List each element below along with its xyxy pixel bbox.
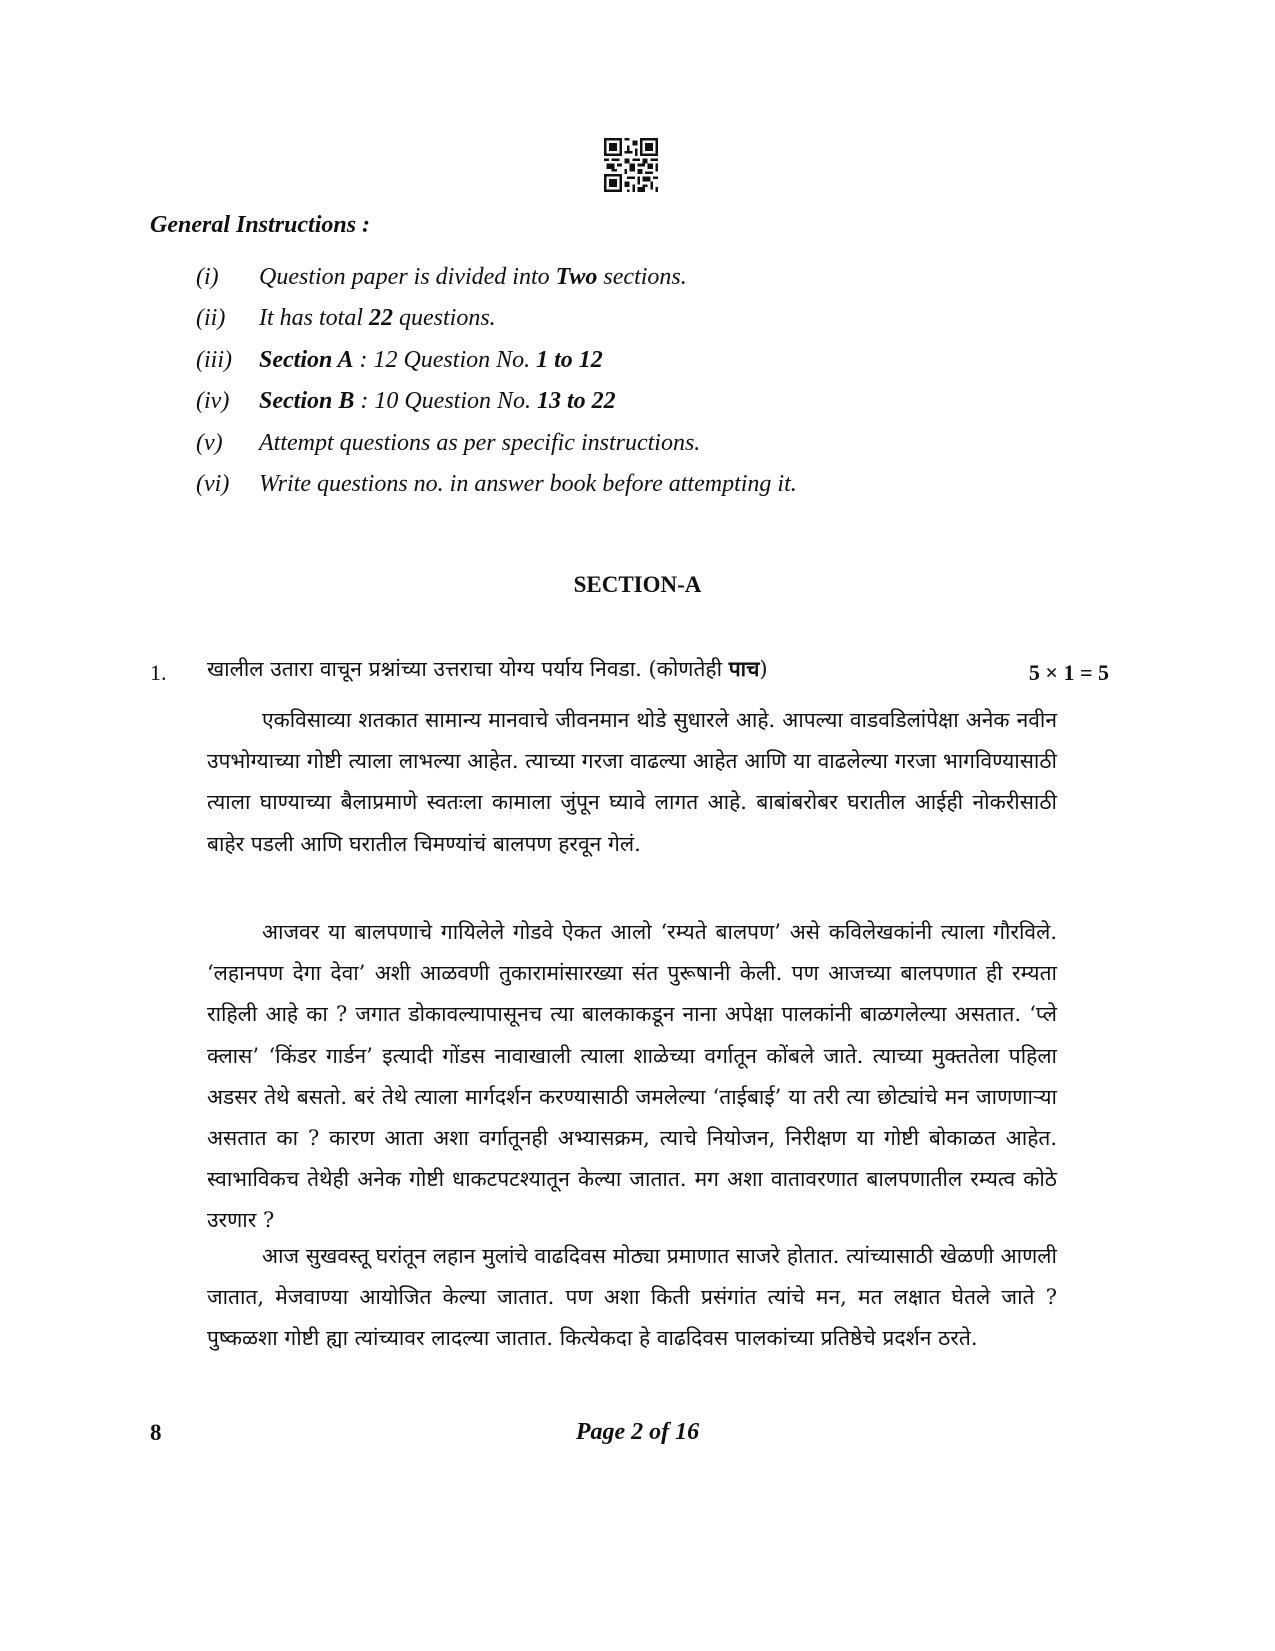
instruction-item: [196, 345, 797, 386]
instruction-item: [196, 469, 797, 510]
instruction-number: (vi): [196, 470, 230, 497]
question-number: 1.: [150, 660, 167, 685]
general-instructions-heading: General Instructions :: [150, 212, 371, 238]
qr-code: [604, 138, 658, 192]
instruction-number: (v): [196, 429, 223, 456]
instruction-text: Section A : 12 Question No. 1 to 12: [259, 346, 603, 373]
instruction-text: Write questions no. in answer book before attempting it.: [259, 470, 797, 497]
paper-code: 8: [150, 1420, 162, 1445]
instruction-text: Question paper is divided into Two sections.: [259, 264, 687, 290]
instruction-number: (iv): [196, 388, 230, 415]
question-marks: 5 × 1 = 5: [1028, 660, 1109, 685]
instruction-text: Section B : 10 Question No. 13 to 22: [259, 388, 616, 415]
page-number: Page 2 of 16: [575, 1419, 700, 1445]
instruction-item: [196, 428, 797, 469]
section-a-heading: SECTION-A: [573, 572, 702, 597]
instructions-list: [196, 262, 797, 510]
passage-paragraph: आज सुखवस्तू घरांतून लहान मुलांचे वाढदिवस मोठ्या प्रमाणात साजरे होतात. त्यांच्यासाठी खेळणी आणली जातात, मेजवाण्या आयोजित केल्या जातात. पण अशा किती प्रसंगांत त्यांचे मन, मत लक्षात घेतले जाते ? पुष्कळशा गोष्टी ह्या त्यांच्यावर लादल्या जातात. कित्येकदा हे वाढदिवस पालकांच्या प्रतिष्ठेचे प्रदर्शन ठरते.: [207, 1244, 1057, 1351]
instruction-item: [196, 386, 797, 427]
instruction-item: [196, 303, 797, 344]
instruction-number: (ii): [196, 305, 226, 332]
passage-paragraph: एकविसाव्या शतकात सामान्य मानवाचे जीवनमान थोडे सुधारले आहे. आपल्या वाडवडिलांपेक्षा अनेक नवीन उपभोग्याच्या गोष्टी त्याला लाभल्या आहेत. त्याच्या गरजा वाढल्या आहेत आणि या वाढलेल्या गरजा भागविण्यासाठी त्याला घाण्याच्या बैलाप्रमाणे स्वतःला कामाला जुंपून घ्यावे लागत आहे. बाबांबरोबर घरातील आईही नोकरीसाठी बाहेर पडली आणि घरातील चिमण्यांचं बालपण हरवून गेलं.: [207, 708, 1057, 856]
instruction-item: [196, 262, 797, 303]
instruction-text: Attempt questions as per specific instructions.: [259, 429, 701, 456]
instruction-text: It has total 22 questions.: [259, 305, 496, 332]
instruction-number: (iii): [196, 346, 232, 373]
passage-paragraph: आजवर या बालपणाचे गायिलेले गोडवे ऐकत आलो ‘रम्यते बालपण’ असे कविलेखकांनी त्याला गौरविले. ‘लहानपण देगा देवा’ अशी आळवणी तुकारामांसारख्या संत पुरूषानी केली. पण आजच्या बालपणात ही रम्यता राहिली आहे का ? जगात डोकावल्यापासूनच त्या बालकाकडून नाना अपेक्षा पालकांनी बाळगलेल्या असतात. ‘प्ले क्लास’ ‘किंडर गार्डन’ इत्यादी गोंडस नावाखाली त्याला शाळेच्या वर्गातून कोंबले जाते. त्याच्या मुक्ततेला पहिला अडसर तेथे बसतो. बरं तेथे त्याला मार्गदर्शन करण्यासाठी जमलेल्या ‘ताईबाई’ या तरी त्या छोट्यांचे मन जाणणाऱ्या असतात का ? कारण आता अशा वर्गातूनही अभ्यासक्रम, त्याचे नियोजन, निरीक्षण या गोष्टी बोकाळत आहेत. स्वाभाविकच तेथेही अनेक गोष्टी धाकटपटश्यातून केल्या जातात. मग अशा वातावरणात बालपणातील रम्यत्व कोठे उरणार ?: [207, 920, 1057, 1233]
instruction-number: (i): [196, 264, 219, 290]
question-prompt: खालील उतारा वाचून प्रश्नांच्या उत्तराचा योग्य पर्याय निवडा. (कोणतेही पाच): [207, 656, 768, 681]
